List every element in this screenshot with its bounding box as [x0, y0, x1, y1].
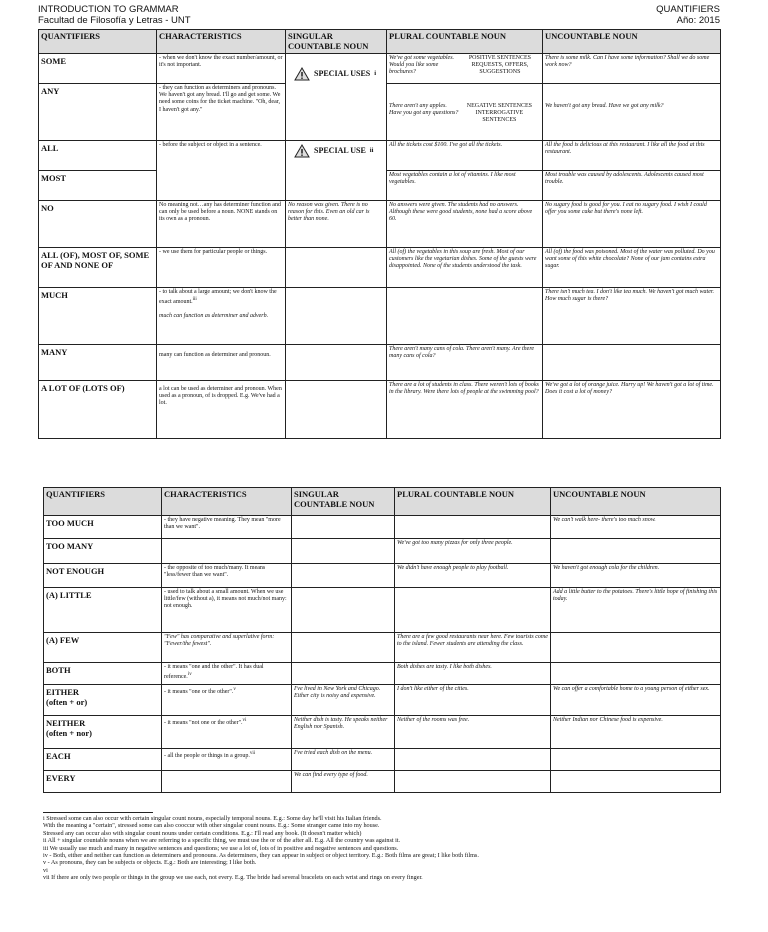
char-some: - when we don't know the exact number/amount, or it's not important. — [157, 54, 286, 84]
warning-icon — [294, 144, 310, 158]
char-both: - it means "one and the other". It has dual reference.$^{iv}$ — [162, 663, 292, 685]
plural-all: All the tickets cost $100. I've got all the tickets. — [387, 141, 543, 171]
special-uses-label: SPECIAL USES i — [288, 55, 384, 81]
table-row — [39, 288, 721, 345]
table-row — [39, 141, 721, 171]
singular-much — [286, 288, 387, 345]
table-row — [44, 564, 721, 588]
warning-icon — [294, 67, 310, 81]
quantifier-much: MUCH — [39, 288, 157, 345]
plural-either: I don't like either of the cities. — [395, 685, 551, 716]
plural-much — [387, 288, 543, 345]
quantifier-many: MANY — [39, 345, 157, 381]
special-use-label: SPECIAL USE ii — [288, 142, 384, 158]
table-row — [44, 633, 721, 663]
table-row — [39, 381, 721, 439]
uncount-many — [543, 345, 721, 381]
quantifier-either: EITHER (often + or) — [44, 685, 162, 716]
table-row — [44, 516, 721, 539]
table-row — [44, 771, 721, 793]
char-no: No meaning not…any has determiner function and can only be used before a noun. NONE stands on its own as a pronoun. — [157, 201, 286, 248]
col-singular: SINGULAR COUNTABLE NOUN — [292, 488, 395, 516]
plural-both: Both dishes are tasty. I like both dishes. — [395, 663, 551, 685]
col-uncountable: UNCOUNTABLE NOUN — [543, 30, 721, 54]
uncount-too-much: We can't walk here- there's too much snow. — [551, 516, 721, 539]
footnote: v - As pronouns, they can be subjects or objects. E.g.: Both are interesting; I like both. — [43, 859, 257, 867]
quantifier-each: EACH — [44, 749, 162, 771]
char-too-much: - they have negative meaning. They mean "more than we want". — [162, 516, 292, 539]
quantifier-too-many: TOO MANY — [44, 539, 162, 564]
quantifier-a-few: (A) FEW — [44, 633, 162, 663]
plural-some: We've got some vegetables. Would you like some brochures? POSITIVE SENTENCES REQUESTS, OFFERS, SUGGESTIONS — [387, 54, 543, 84]
char-not-enough: - the opposite of too much/many. It means "less/fewer than we want". — [162, 564, 292, 588]
uncount-a-little: Add a little butter to the potatoes. There's little hope of finishing this today. — [551, 588, 721, 633]
footnote: vii If there are only two people or things in the group we use each, not every. E.g. The bride had several bracelets on each wrist and rings on every finger. — [43, 874, 423, 882]
negative-sentences-label: NEGATIVE SENTENCES INTERROGATIVE SENTENCES — [466, 103, 532, 124]
plural-all-of: All (of) the vegetables in this soup are fresh. Most of our customers like the vegetarian dishes. Some of the guests were disappointed. None of the students understood the task. — [387, 248, 543, 288]
quantifier-all: ALL — [39, 141, 157, 171]
quantifier-most: MOST — [39, 171, 157, 201]
quantifier-not-enough: NOT ENOUGH — [44, 564, 162, 588]
char-either: - it means "one or the other".$^v$ — [162, 685, 292, 716]
char-all: - before the subject or object in a sentence. — [157, 141, 286, 201]
char-any: - they can function as determiners and pronouns. We haven't got any bread. I'll go and get some. We need some coins for the ticket machine. "Oh, dear, I haven't got any." — [157, 84, 286, 141]
quantifier-all-of: ALL (OF), MOST OF, SOME OF AND NONE OF — [39, 248, 157, 288]
quantifier-some: SOME — [39, 54, 157, 84]
course-title: INTRODUCTION TO GRAMMAR — [38, 4, 179, 15]
singular-no: No reason was given. There is no reason for this. Even an old car is better than none. — [286, 201, 387, 248]
uncount-any: We haven't got any bread. Have we got any milk? — [543, 84, 721, 141]
uncount-some: There is some milk. Can I have some information? Shall we do some work now? — [543, 54, 721, 84]
quantifier-too-much: TOO MUCH — [44, 516, 162, 539]
positive-sentences-label: POSITIVE SENTENCES REQUESTS, OFFERS, SUGGESTIONS — [468, 55, 532, 76]
singular-all-of — [286, 248, 387, 288]
quantifier-both: BOTH — [44, 663, 162, 685]
char-many: many can function as determiner and pronoun. — [157, 345, 286, 381]
quantifier-every: EVERY — [44, 771, 162, 793]
plural-a-few: There are a few good restaurants near here. Few tourists come to the island. Fewer students are attending the class. — [395, 633, 551, 663]
footnote-rule — [43, 812, 153, 813]
table-header-row — [39, 30, 721, 54]
col-uncountable: UNCOUNTABLE NOUN — [551, 488, 721, 516]
plural-not-enough: We didn't have enough people to play football. — [395, 564, 551, 588]
table-row — [44, 716, 721, 749]
table-row — [44, 749, 721, 771]
table-row — [44, 685, 721, 716]
char-a-few: "Few" has comparative and superlative form: "Fewer/the fewest". — [162, 633, 292, 663]
special-use-cell — [286, 141, 387, 201]
table-row — [39, 54, 721, 84]
singular-a-lot — [286, 381, 387, 439]
plural-any: There aren't any apples. Have you got any questions? NEGATIVE SENTENCES INTERROGATIVE SENTENCES — [387, 84, 543, 141]
plural-most: Most vegetables contain a lot of vitamins. I like most vegetables. — [387, 171, 543, 201]
plural-many: There aren't many cans of cola. There aren't many. Are there many cans of cola? — [387, 345, 543, 381]
char-much: - to talk about a large amount; we don't know the exact amount.$^{iii}$ much can function as determiner and adverb. — [157, 288, 286, 345]
footnote: vi — [43, 866, 48, 874]
uncount-all-of: All (of) the food was poisoned. Most of the water was polluted. Do you want some of this white chocolate? None of our jam contains extra sugar. — [543, 248, 721, 288]
col-plural: PLURAL COUNTABLE NOUN — [387, 30, 543, 54]
plural-no: No answers were given. The students had no answers. Although these were good students, none had a score above 60. — [387, 201, 543, 248]
plural-neither: Neither of the rooms was free. — [395, 716, 551, 749]
footnote: iv - Both, either and neither can function as determiners and pronouns. As determiners, they can appear in subject or object territory. E.g.: Both films are great; I like both films. — [43, 852, 479, 860]
table-header-row — [44, 488, 721, 516]
quantifier-any: ANY — [39, 84, 157, 141]
singular-each: I've tried each dish on the menu. — [292, 749, 395, 771]
char-each: - all the people or things in a group.$^{vii}$ — [162, 749, 292, 771]
col-characteristics: CHARACTERISTICS — [157, 30, 286, 54]
col-plural: PLURAL COUNTABLE NOUN — [395, 488, 551, 516]
table-row — [44, 663, 721, 685]
singular-every: We can find every type of food. — [292, 771, 395, 793]
quantifiers-table-1 — [38, 29, 721, 439]
doc-topic: QUANTIFIERS — [656, 4, 720, 15]
footnote: ii All + singular countable nouns when we are referring to a specific thing, we must use the or of the after all. E.g. All the country was against it. — [43, 837, 401, 845]
uncount-neither: Neither Indian nor Chinese food is expensive. — [551, 716, 721, 749]
char-a-little: - used to talk about a small amount. When we use little/few (without a), it means not much/not many: not enough. — [162, 588, 292, 633]
uncount-a-lot: We've got a lot of orange juice. Hurry up! We haven't got a lot of time. Does it cost a lot of money? — [543, 381, 721, 439]
col-singular: SINGULAR COUNTABLE NOUN — [286, 30, 387, 54]
quantifier-no: NO — [39, 201, 157, 248]
singular-neither: Neither dish is tasty. He speaks neither English nor Spanish. — [292, 716, 395, 749]
singular-many — [286, 345, 387, 381]
table-row — [39, 201, 721, 248]
plural-a-lot: There are a lot of students in class. There weren't lots of books in the library. Were there lots of people at the swimming pool? — [387, 381, 543, 439]
footnote: With the meaning a "certain", stressed some can also cooccur with other singular count nouns. E.g.: Some stranger came into my house. — [43, 822, 380, 830]
plural-too-many: We've got too many pizzas for only three people. — [395, 539, 551, 564]
quantifier-a-little: (A) LITTLE — [44, 588, 162, 633]
faculty-name: Facultad de Filosofía y Letras - UNT — [38, 15, 191, 26]
uncount-not-enough: We haven't got enough cola for the children. — [551, 564, 721, 588]
char-all-of: - we use them for particular people or things. — [157, 248, 286, 288]
table-row — [44, 588, 721, 633]
footnote: iii We usually use much and many in negative sentences and questions; we use a lot of, lots of in positive and negative sentences and questions. — [43, 844, 399, 852]
singular-either: I've lived in New York and Chicago. Either city is noisy and expensive. — [292, 685, 395, 716]
col-characteristics: CHARACTERISTICS — [162, 488, 292, 516]
uncount-much: There isn't much tea. I don't like tea much. We haven't got much water. How much sugar is there? — [543, 288, 721, 345]
table-row — [44, 539, 721, 564]
char-neither: - it means "not one or the other".$^{vi}$ — [162, 716, 292, 749]
uncount-most: Most trouble was caused by adolescents. Adolescents caused most trouble. — [543, 171, 721, 201]
table-row — [39, 248, 721, 288]
special-uses-cell — [286, 54, 387, 141]
char-a-lot: a lot can be used as determiner and pronoun. When used as a pronoun, of is dropped. E.g. We've had a lot. — [157, 381, 286, 439]
col-quantifiers: QUANTIFIERS — [39, 30, 157, 54]
quantifiers-table-2 — [43, 487, 721, 793]
doc-year: Año: 2015 — [676, 15, 720, 26]
footnote: Stressed any can occur also with singular count nouns under certain conditions. E.g.: I'll read any book. (It doesn't matter which) — [43, 829, 362, 837]
uncount-either: We can offer a comfortable home to a young person of either sex. — [551, 685, 721, 716]
footnotes — [43, 812, 723, 882]
uncount-no: No sugary food is good for you. I eat no sugary food. I wish I could offer you some cake but there's none left. — [543, 201, 721, 248]
col-quantifiers: QUANTIFIERS — [44, 488, 162, 516]
quantifier-a-lot: A LOT OF (LOTS OF) — [39, 381, 157, 439]
footnote: i Stressed some can also occur with certain singular count nouns, especially temporal nouns. E.g.: Some day he'll visit his Italian friends. — [43, 815, 382, 822]
quantifier-neither: NEITHER (often + nor) — [44, 716, 162, 749]
uncount-all: All the food is delicious at this restaurant. I like all the food at this restaurant. — [543, 141, 721, 171]
table-row — [39, 345, 721, 381]
